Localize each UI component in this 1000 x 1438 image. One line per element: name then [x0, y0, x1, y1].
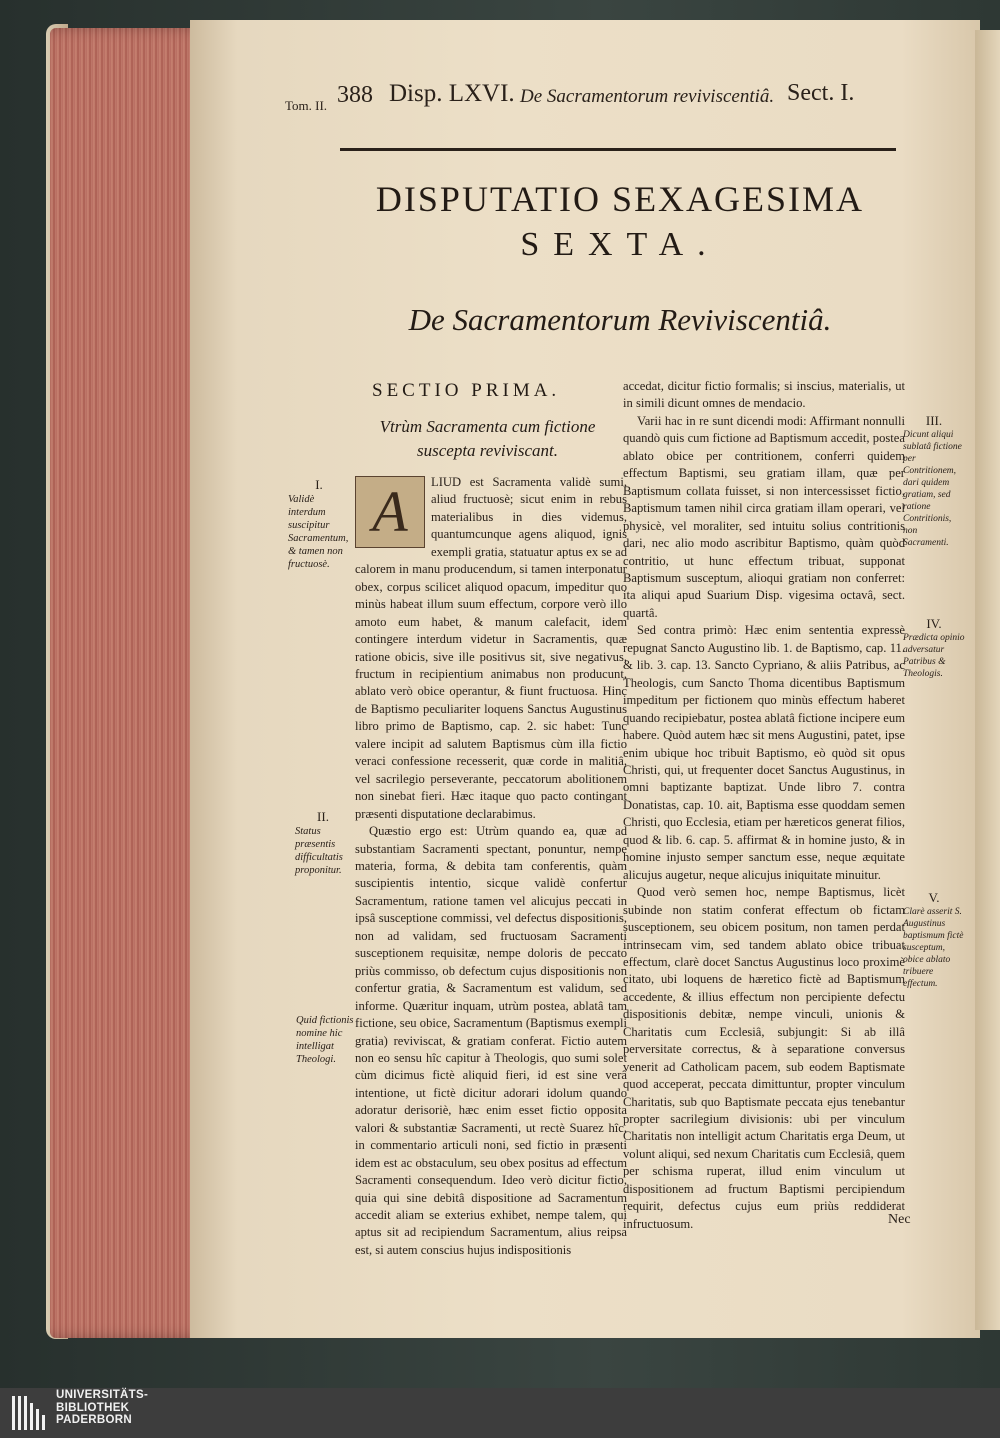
- paragraph: accedat, dicitur fictio formalis; si inscius, materialis, ut in simili dicunt omnes de mendacio.: [623, 379, 905, 411]
- library-logo-icon: [10, 1393, 50, 1433]
- page-gutter: [975, 30, 1000, 1330]
- header-rule: [340, 148, 896, 151]
- catchword: Nec: [888, 1212, 911, 1227]
- margin-number: II.: [317, 809, 329, 824]
- margin-text: Status præsentis difficultatis proponitur.: [295, 826, 343, 876]
- page-number: 388: [337, 82, 373, 108]
- header-title: De Sacramentorum reviviscentiâ.: [520, 86, 775, 107]
- margin-number: V.: [928, 890, 940, 905]
- margin-text: Prædicta opinio adversatur Patribus & Theologis.: [903, 633, 965, 679]
- paragraph: Varii hac in re sunt dicendi modi: Affirmant nonnulli quandò quis cum fictione ad Baptismum accedit, postea ablato obice per contritionem, conferri quidem effectum Baptismi, seu gratiam illam, quæ per Baptismum collata fuisset, si non intercessisset fictio, Baptismum tamen nihil circa gratiam illam operari, vel physicè, vel moraliter, sed intuitu solius contritionis dari, nec alio modo ascribitur Baptismo, quàm quòd contritio, ut hunc effectum tribuat, supponat Baptismum susceptum, alioqui gratiam non conferret: ita aliqui apud Suarium Disp. vigesima octavâ, sect. quartâ.: [623, 413, 905, 620]
- header-section: Sect. I.: [787, 80, 855, 106]
- margin-note-1: [288, 478, 350, 571]
- library-name-line: PADERBORN: [56, 1414, 132, 1426]
- margin-text: Quid fictionis nomine hic intelligat Theologi.: [296, 1015, 354, 1065]
- margin-note-4: [903, 415, 965, 549]
- book-page-edges: [50, 28, 210, 1338]
- disputation-title-line2: SEXTA.: [520, 226, 720, 263]
- margin-text: Validè interdum suscipitur Sacramentum, & tamen non fructuosè.: [288, 494, 349, 570]
- paragraph: LIUD est Sacramenta validè sumi, aliud fructuosè; sicut enim in rebus materialibus in dies videmus, quantumcunque agens aliquod, ignis exempli gratia, statuatur aptus ex se ad calorem in manu producendum, si tamen interponatur obex, corpus scilicet aliquod opacum, impeditur quo minùs habeat illum suum effectum, corpore verò illo amoto eum habet, & manum calefacit, idem contingere interdum videtur in Sacramentis, quæ ratione obicis, sive ille positivus sit, sive negativus, fructum in recipientium animabus non producunt, ablato verò obice operantur, & fiunt fructuosa. Hinc de Baptismo peculiariter loquens Sanctus Augustinus libro primo de Baptismo, cap. 2. sic habet: Tunc valere incipit ad salutem Baptismus cùm illa fictio veraci confessione recesserit, quæ corde in malitiâ, vel sacrilegio perseverante, peccatorum abolitionem non sinebat fieri. Hæc itaque quo pacto contingant præsenti disputatione declarabimus.: [355, 475, 627, 821]
- section-question: [355, 415, 620, 463]
- header-tome: Tom. II.: [285, 98, 328, 113]
- margin-note-5: [903, 618, 965, 680]
- margin-note-6: [903, 892, 965, 990]
- right-column: [623, 378, 905, 1233]
- left-column: [355, 474, 627, 1259]
- question-line-2: suscepta reviviscant.: [417, 441, 558, 460]
- library-name-line: BIBLIOTHEK: [56, 1401, 130, 1414]
- decorated-initial: [355, 476, 425, 548]
- library-footer: [0, 1388, 1000, 1438]
- disputation-subtitle: De Sacramentorum Reviviscentiâ.: [408, 302, 832, 337]
- question-line-1: Vtrùm Sacramenta cum fictione: [379, 417, 596, 436]
- margin-number: IV.: [926, 616, 942, 631]
- margin-note-3: [296, 1014, 354, 1066]
- disputation-title: DISPUTATIO SEXAGESIMA: [375, 179, 865, 219]
- margin-note-2: [295, 810, 351, 877]
- header-disputation: Disp. LXVI.: [389, 80, 515, 107]
- margin-number: III.: [925, 413, 943, 428]
- paragraph: Quod verò semen hoc, nempe Baptismus, licèt subinde non statim conferat effectum ob fictam susceptionem, seu obicem positum, non tamen perdat intrinsecam vim, sed tandem ablato obice tribuat effectum, clarè docet Sanctus Augustinus loco proximè citato, ubi loquens de hæretico fictè ad Baptismum accedente, & illius effectum non percipiente defectu dispositionis debitæ, nempe vinculi, unionis & Charitatis cum Ecclesiâ, subjungit: Si ab illâ perversitate correctus, & à separatione conversus venerit ad Catholicam pacem, sub eodem Baptismate quod acceperat, peccata dimittuntur, propter vinculum Charitatis, sub quo Baptismate peccata ejus tenebantur propter sacrilegium divisionis: ubi per vinculum Charitatis non intelligit actum Charitatis erga Deum, ut volunt aliqui, sed nexum Charitatis cum Ecclesiâ, quem per schisma ruperat, illud enim vinculum ut dispositionem ad fructum Baptismi percipiendum requirit, defectus cujus eum priùs reddiderat infructuosum.: [623, 885, 905, 1231]
- paragraph: Sed contra primò: Hæc enim sententia expressè repugnat Sancto Augustino lib. 1. de Baptismo, cap. 11. & lib. 3. cap. 13. Sancto Cypriano, & aliis Patribus, ac Theologis, cum Sancto Thoma dicentibus Baptismum impeditum per fictionem quo minùs effectum haberet quando recipiebatur, postea ablatâ fictione incipere eum habere. Quòd autem hæc sit mens Augustini, patet, ipse enim ubique hoc tribuit Baptismo, eò quòd sit opus Christi, qui, ut frequenter docet Sanctus Augustinus, in omni baptizante baptizat. Unde libro 7. contra Donatistas, cap. 10. ait, Baptisma esse quoddam semen Christi, quo Ecclesia, etiam per hæreticos generat filios, quod & lib. 6. cap. 5. affirmat & in homine justo, & in homine injusto semper sanctum esse, neque æquitate alicujus augetur, neque alicujus iniquitate minuitur.: [623, 623, 905, 882]
- paragraph: Quæstio ergo est: Utrùm quando ea, quæ ad substantiam Sacramenti spectant, ponuntur, nempe materia, forma, & debita tam conferentis, quàm suscipientis intentio, sicque validè confertur Sacramentum, ratione tamen vel alicujus peccati in ipsâ susceptione commissi, vel defectus dispositionis, non ad validam, sed fructuosam Sacramenti susceptionem requisitæ, nempe doloris de peccato priùs commisso, ob defectum cujus dispositionis non confertur gratia, & Sacramentum est validum, sed informe. Quæritur inquam, utrùm postea, ablatâ tam fictione, seu obice, Sacramentum (Baptismus exempli gratia) reviviscat, & gratiam conferat. Fictio autem non eo sensu hîc capitur à Theologis, quo sumi solet cùm dicimus fictè aliquid fieri, id est sine verâ intentione, ut fictè dicitur adorari idolum quando adoratur derisoriè, hæc enim esset fictio opposita valori & substantiæ Sacramenti, ut rectè Suarez hîc, in commentario articuli noni, sed fictio in præsenti idem est ac obstaculum, seu obex positus ad effectum Sacramenti consequendum. Ideo verò dicitur fictio, quia qui sine debitâ dispositione ad Sacramentum accedit aliam se exterius exhibet, nempe talem, qui aptus sit ad recipiendum Sacramentum, alius reipsa est, si autem conscius hujus indispositionis: [355, 824, 627, 1257]
- margin-number: I.: [315, 477, 323, 492]
- initial-letter: A: [372, 479, 408, 544]
- margin-text: Clarè asserit S. Augustinus baptismum fictè susceptum, obice ablato tribuere effectum.: [903, 907, 964, 989]
- section-heading: SECTIO PRIMA.: [372, 380, 561, 401]
- library-name-line: UNIVERSITÄTS-: [56, 1389, 149, 1401]
- margin-text: Dicunt aliqui sublatâ fictione per Contritionem, dari quidem gratiam, sed ratione Contritionis, non Sacramenti.: [903, 430, 962, 548]
- library-name: [56, 1389, 148, 1427]
- running-header: [285, 78, 905, 118]
